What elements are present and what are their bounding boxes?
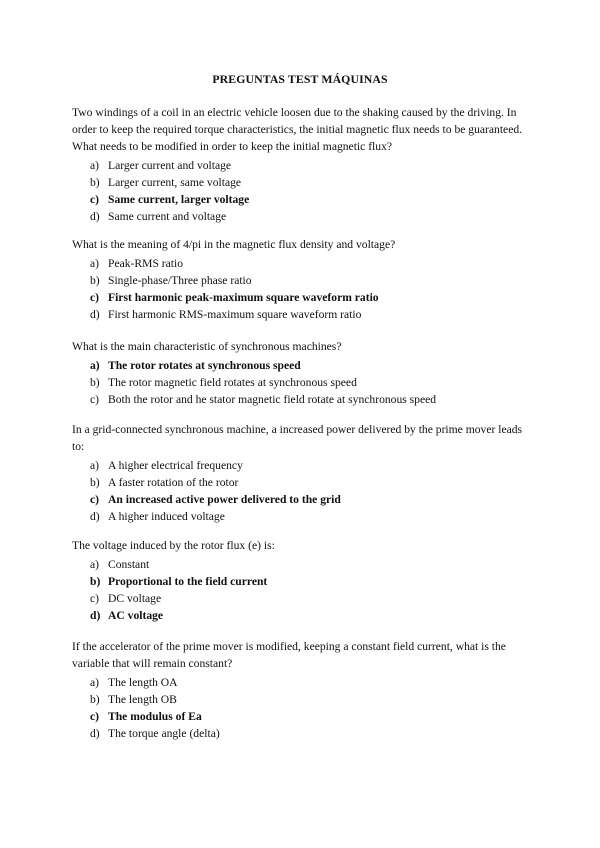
option-letter: a) bbox=[90, 676, 100, 689]
option-item bbox=[72, 272, 532, 289]
option-text: Proportional to the field current bbox=[108, 575, 268, 588]
option-item bbox=[72, 573, 532, 590]
option-letter: b) bbox=[90, 274, 100, 287]
option-letter: c) bbox=[90, 710, 100, 723]
option-letter: b) bbox=[90, 476, 100, 489]
document-title: PREGUNTAS TEST MÁQUINAS bbox=[212, 72, 388, 86]
option-list bbox=[72, 157, 532, 225]
option-item bbox=[72, 691, 532, 708]
option-text: Both the rotor and he stator magnetic field rotate at synchronous speed bbox=[108, 393, 437, 406]
option-letter: c) bbox=[90, 291, 100, 304]
option-letter: c) bbox=[90, 393, 100, 406]
option-item bbox=[72, 725, 532, 742]
option-item bbox=[72, 255, 532, 272]
option-item bbox=[72, 374, 532, 391]
option-item bbox=[72, 157, 532, 174]
option-list bbox=[72, 556, 532, 624]
option-letter: a) bbox=[90, 257, 100, 270]
option-letter: b) bbox=[90, 693, 100, 706]
option-text: A faster rotation of the rotor bbox=[108, 476, 239, 489]
option-item bbox=[72, 607, 532, 624]
question-text: Two windings of a coil in an electric vehicle loosen due to the shaking caused by the driving. In order to keep the required torque characteristics, the initial magnetic flux needs to be guaranteed. What needs to be modified in order to keep the initial magnetic flux? bbox=[72, 106, 523, 153]
option-letter: d) bbox=[90, 308, 100, 321]
option-text: Same current, larger voltage bbox=[108, 193, 250, 206]
option-text: Single-phase/Three phase ratio bbox=[108, 274, 252, 287]
question-text: In a grid-connected synchronous machine, a increased power delivered by the prime mover leads to: bbox=[72, 423, 523, 453]
option-item bbox=[72, 289, 532, 306]
option-text: Larger current and voltage bbox=[108, 159, 232, 172]
option-text: A higher induced voltage bbox=[108, 510, 225, 523]
option-item bbox=[72, 590, 532, 607]
option-letter: b) bbox=[90, 575, 101, 588]
question-text: The voltage induced by the rotor flux (e) is: bbox=[72, 539, 275, 552]
option-letter: a) bbox=[90, 159, 100, 172]
option-item bbox=[72, 191, 532, 208]
option-text: The torque angle (delta) bbox=[108, 727, 220, 740]
option-text: Larger current, same voltage bbox=[108, 176, 242, 189]
option-text: The modulus of Ea bbox=[108, 710, 202, 723]
option-letter: b) bbox=[90, 376, 100, 389]
option-item bbox=[72, 508, 532, 525]
question-4 bbox=[72, 421, 532, 525]
option-item bbox=[72, 357, 532, 374]
option-item bbox=[72, 491, 532, 508]
option-text: The length OA bbox=[108, 676, 178, 689]
option-letter: d) bbox=[90, 727, 100, 740]
question-3 bbox=[72, 338, 532, 408]
option-item bbox=[72, 556, 532, 573]
option-item bbox=[72, 457, 532, 474]
option-letter: d) bbox=[90, 510, 100, 523]
option-text: AC voltage bbox=[108, 609, 164, 622]
option-letter: c) bbox=[90, 193, 100, 206]
option-item bbox=[72, 306, 532, 323]
option-text: Same current and voltage bbox=[108, 210, 227, 223]
option-letter: d) bbox=[90, 609, 101, 622]
option-text: A higher electrical frequency bbox=[108, 459, 243, 472]
option-item bbox=[72, 174, 532, 191]
option-item bbox=[72, 474, 532, 491]
question-text: What is the main characteristic of synchronous machines? bbox=[72, 340, 342, 353]
option-letter: a) bbox=[90, 459, 100, 472]
question-2 bbox=[72, 236, 532, 323]
question-1 bbox=[72, 104, 532, 225]
option-text: The rotor rotates at synchronous speed bbox=[108, 359, 301, 372]
option-item bbox=[72, 674, 532, 691]
option-letter: a) bbox=[90, 558, 100, 571]
option-item bbox=[72, 208, 532, 225]
option-letter: b) bbox=[90, 176, 100, 189]
option-letter: c) bbox=[90, 592, 100, 605]
option-list bbox=[72, 255, 532, 323]
option-item bbox=[72, 708, 532, 725]
option-letter: a) bbox=[90, 359, 100, 372]
option-list bbox=[72, 674, 532, 742]
option-text: Constant bbox=[108, 558, 150, 571]
option-text: The length OB bbox=[108, 693, 177, 706]
option-list bbox=[72, 357, 532, 408]
question-5 bbox=[72, 537, 532, 624]
option-text: First harmonic RMS-maximum square waveform ratio bbox=[108, 308, 362, 321]
option-text: DC voltage bbox=[108, 592, 162, 605]
option-list bbox=[72, 457, 532, 525]
option-letter: c) bbox=[90, 493, 100, 506]
question-6 bbox=[72, 638, 532, 742]
option-text: An increased active power delivered to the grid bbox=[108, 493, 341, 506]
option-text: First harmonic peak-maximum square waveform ratio bbox=[108, 291, 379, 304]
question-text: If the accelerator of the prime mover is modified, keeping a constant field current, what is the variable that will remain constant? bbox=[72, 640, 506, 670]
option-text: The rotor magnetic field rotates at synchronous speed bbox=[108, 376, 357, 389]
option-item bbox=[72, 391, 532, 408]
question-text: What is the meaning of 4/pi in the magnetic flux density and voltage? bbox=[72, 238, 396, 251]
option-text: Peak-RMS ratio bbox=[108, 257, 184, 270]
option-letter: d) bbox=[90, 210, 100, 223]
